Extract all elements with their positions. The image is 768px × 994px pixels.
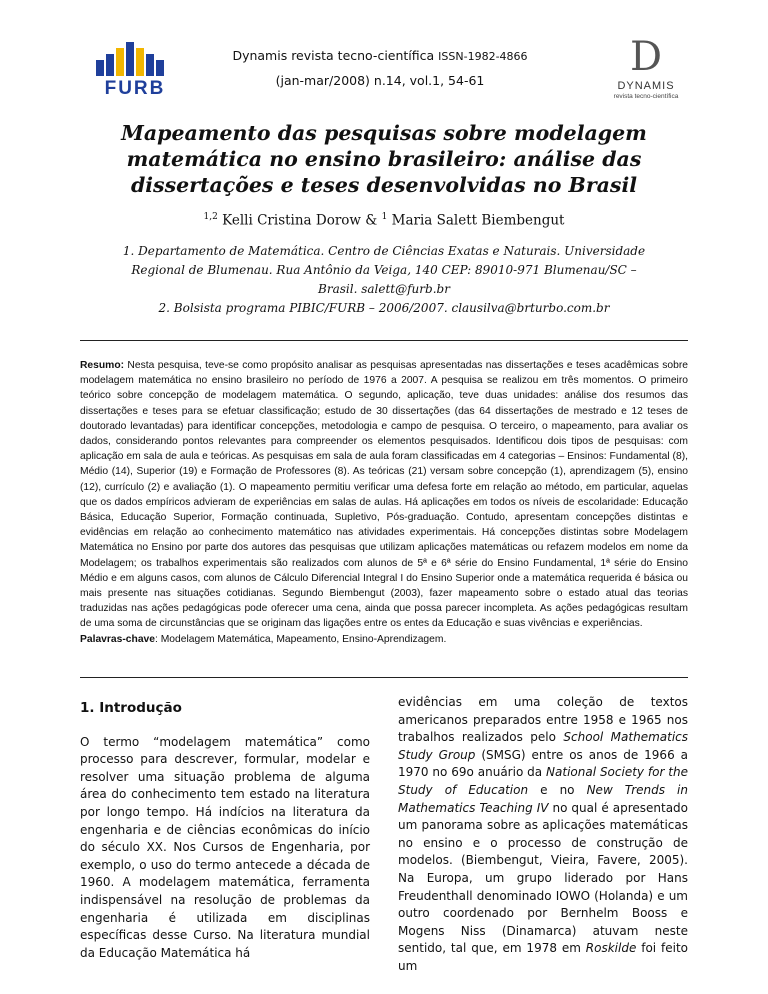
text-run: (SMSG) entre os anos de 1966 a 1970 no 69o anuário da: [398, 747, 688, 780]
dynamis-logo: [604, 36, 688, 98]
journal-issue: (jan-mar/2008) n.14, vol.1, 54-61: [275, 73, 485, 88]
author-name: Kelli Cristina Dorow &: [217, 212, 382, 229]
section-title: 1. Introdução: [80, 700, 182, 716]
dynamis-logo-sub: revista tecno-científica: [613, 93, 679, 100]
text-run: e no: [528, 782, 587, 797]
body-right-column: [398, 694, 688, 976]
divider: [80, 340, 688, 341]
journal-issn: ISSN-1982-4866: [438, 50, 528, 63]
text-run-italic: New Trends in Mathematics Teaching IV: [398, 782, 688, 815]
affiliation-line: 2. Bolsista programa PIBIC/FURB – 2006/2007. clausilva@brturbo.com.br: [158, 301, 610, 315]
furb-logo-text: FURB: [104, 78, 166, 99]
abstract-body: [80, 358, 688, 632]
abstract-text: Nesta pesquisa, teve-se como propósito analisar as pesquisas apresentadas nas dissertações e teses acadêmicas sobre modelagem matemática no ensino brasileiro no período de 1976 a 2007. A pesquisa se realizou em três momentos. O primeiro teórico sobre concepção de modelagem matemática. O segundo, aplicação, teve duas unidades: análise dos resumos das dissertações e teses para se efetuar classificação; estudo de 30 dissertações (das 64 dissertações de mestrado e 12 teses de doutorado levantadas) para identificar concepções, metodologia e campo de pesquisa. O terceiro, o mapeamento, para avaliar os dados, considerando pontos relevantes para compreender os elementos pesquisados. Identificou dois tipos de pesquisas: com aplicação em sala de aula e teóricas. As pesquisas em sala de aula foram classificadas em 4 categorias – Ensinos: Fundamental (8), Médio (14), Superior (19) e Formação de Professores (8). As teóricas (21) versam sobre concepção (1), aprendizagem (5), ensino (12), currículo (2) e avaliação (1). O mapeamento permitiu verificar uma defesa forte em relação ao método, em particular, aquelas que os dados empíricos advieram de experiências em salas de aulas. Há aplicações em todos os níveis de escolaridade: Educação Básica, Educação Superior, Formação continuada, Supletivo, Pós-graduação. Contudo, apresentam concepções distintas e evidências em relação ao conhecimento matemático nas atividades experimentais. Há concepções distintas sobre Modelagem Matemática no Ensino por parte dos autores das pesquisas que utilizam aplicações matemáticas ou refazem modelos em nome da Modelagem; os trabalhos experimentais são realizados com alunos de 5ª e 6ª série do Ensino Fundamental, 1ª série do Ensino Médio e em alguns casos, com alunos de Cálculo Diferencial Integral I do Ensino Superior onde a matemática requerida é básica ou mais presente nas situações cotidianas. Segundo Biembengut (2003), fazer mapeamento sobre o estado atual das teorias traduzidas nas ações pedagógicas pode oferecer uma cena, ainda que possa parecer incompleta. As ações pedagógicas resultam de uma soma de circunstâncias que se originam das ligações entre os entes da Educação e suas vivências e experiências.: [80, 360, 688, 630]
keywords: [80, 632, 688, 647]
paragraph: O termo “modelagem matemática” como processo para descrever, formular, modelar e resolver uma situação problema de alguma área do conhecimento tem estado na literatura por longo tempo. Há indícios na literatura da engenharia e de ciências econômicas do início do século XX. Nos Cursos de Engenharia, por exemplo, o uso do termo antecede a década de 1960. A modelagem matemática, ferramenta indispensável na resolução de problemas da engenharia é utilizada em disciplinas específicas desse Curso. Na literatura mundial da Educação Matemática há: [80, 734, 370, 960]
affiliation-line: Regional de Blumenau. Rua Antônio da Veiga, 140 CEP: 89010-971 Blumenau/SC –: [131, 263, 637, 277]
text-run-italic: National Society for the Study of Education: [398, 765, 688, 797]
text-run: evidências em uma coleção de textos americanos preparados entre 1958 e 1965 nos trabalhos realizados pelo: [398, 695, 688, 745]
furb-logo: [88, 38, 170, 98]
journal-title: [200, 48, 560, 63]
abstract-label: Resumo:: [80, 360, 125, 371]
furb-bars-icon: [88, 38, 170, 78]
keywords-label: Palavras-chave: [80, 633, 155, 645]
affiliations: [100, 242, 668, 318]
title-line: Mapeamento das pesquisas sobre modelagem: [121, 121, 647, 145]
divider: [80, 677, 688, 678]
abstract: [80, 358, 688, 647]
body-left-column: [80, 700, 370, 962]
paragraph: [398, 694, 688, 976]
author-sup: 1: [381, 212, 388, 222]
text-run: no qual é apresentado um panorama sobre as aplicações matemáticas no ensino e o processo de construção de modelos. (Biembengut, Vieira, Favere, 2005). Na Europa, um grupo liderado por Hans Freudenthall denominado IOWO (Holanda) e um outro coordenado por Bernhelm Booss e Mogens Niss (Dinamarca) atuvam neste sentido, tal que, em 1978 em: [398, 800, 689, 956]
text-run: foi feito um: [398, 941, 688, 973]
dynamis-logo-name: DYNAMIS: [617, 80, 675, 92]
dynamis-logo-letter: D: [629, 34, 663, 80]
affiliation-line: 1. Departamento de Matemática. Centro de Ciências Exatas e Naturais. Universidade: [122, 244, 646, 258]
affiliation-line: Brasil. salett@furb.br: [318, 282, 450, 296]
paper-title: [100, 120, 668, 198]
title-line: dissertações e teses desenvolvidas no Brasil: [130, 173, 638, 197]
text-run-italic: Roskilde: [585, 941, 637, 956]
authors: [100, 212, 668, 229]
keywords-text: : Modelagem Matemática, Mapeamento, Ensino-Aprendizagem.: [155, 633, 447, 645]
text-run-italic: School Mathematics Study Group: [398, 730, 689, 762]
author-name: Maria Salett Biembengut: [387, 212, 565, 229]
author-sup: 1,2: [203, 212, 218, 222]
title-line: matemática no ensino brasileiro: análise das: [126, 147, 642, 171]
journal-name: Dynamis revista tecno-científica: [232, 48, 435, 63]
